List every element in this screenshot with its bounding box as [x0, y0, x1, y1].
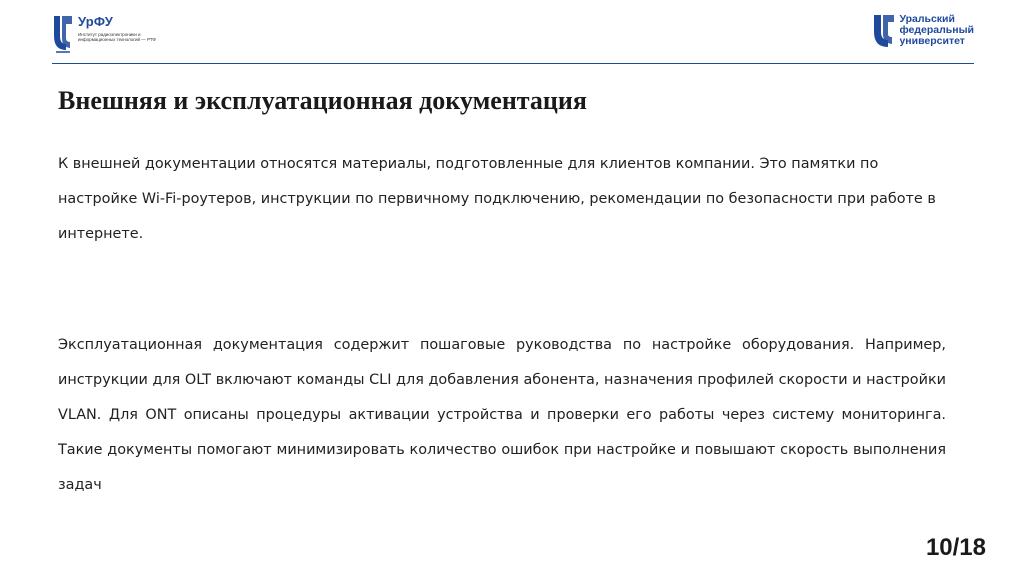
university-logo — [873, 14, 974, 50]
paragraph-external-docs: К внешней документации относятся материалы, подготовленные для клиентов компании. Это памятки по настройке Wi-Fi-роутеров, инструкции по первичному подключению, рекомендации по безопасности при работе в интернете. — [58, 156, 936, 242]
urfu-emblem-icon — [873, 14, 895, 50]
paragraph-operational-docs: Эксплуатационная документация содержит пошаговые руководства по настройке оборудования. Например, инструкции для OLT включают команды CLI для добавления абонента, назначения профилей скорости и настройки VLAN. Для ONT описаны процедуры активации устройства и проверки его работы через систему мониторинга. Такие документы помогают минимизировать количество ошибок при настройке и повышают скорость выполнения задач — [58, 337, 946, 493]
institute-brand: УрФУ — [78, 14, 114, 29]
institute-logo — [52, 14, 168, 58]
university-name-line-2: федеральный — [899, 24, 974, 36]
institute-subtitle: Институт радиоэлектроники и информационных технологий — РТФ — [78, 32, 156, 43]
university-name-line-3: университет — [899, 35, 965, 47]
university-name-line-1: Уральский — [899, 13, 955, 25]
page-number: 10/18 — [925, 534, 986, 561]
slide-title: Внешняя и эксплуатационная документация — [58, 86, 587, 115]
urfu-emblem-icon — [52, 14, 74, 56]
header-divider — [52, 63, 974, 64]
